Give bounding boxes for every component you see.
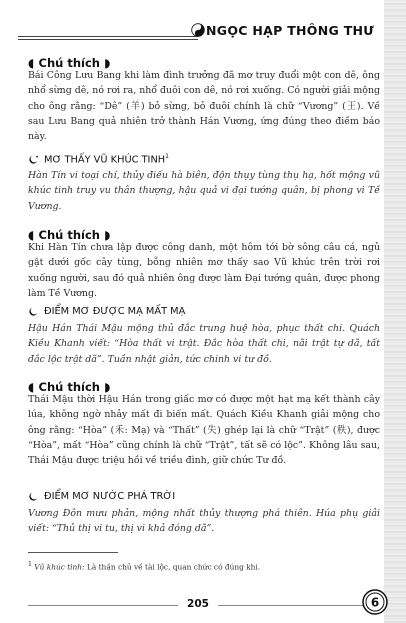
note-body-3 <box>28 392 380 468</box>
note-heading-1: ◖ Chú thích ◗ <box>28 56 111 70</box>
page-edge-texture <box>384 0 406 623</box>
note-heading-2: ◖ Chú thích ◗ <box>28 228 111 242</box>
note-body-1 <box>28 68 380 144</box>
crescent-moon-icon <box>28 492 39 501</box>
header-rule <box>18 36 198 37</box>
note-heading-label: Chú thích <box>38 380 100 394</box>
footnote-term: Vũ khúc tinh: <box>34 562 85 572</box>
page-header <box>0 0 406 46</box>
note-heading-label: Chú thích <box>38 228 100 242</box>
dream-body-2 <box>28 321 380 367</box>
dream-title-text-1: MƠ THẤY VŨ KHÚC TINH <box>44 154 166 166</box>
chapter-badge-number: 6 <box>370 595 380 610</box>
crescent-moon-icon <box>28 155 39 164</box>
dream-body-1 <box>28 168 380 214</box>
footnote-text: Là thần chủ về tài lộc, quan chức có đúng khi. <box>86 562 261 572</box>
footnote <box>28 561 260 571</box>
dream-title-2 <box>28 306 380 317</box>
note-heading-label: Chú thích <box>38 56 100 70</box>
chapter-badge-icon <box>362 589 388 615</box>
dream-text-1: Hàn Tín vi toại chí, thủy điếu hà biên, độn thụy tùng thụ hạ, hốt mộng vũ khúc tinh truy vu thân thượng, hậu quả vi đại tướng quân, bị phong vi Tề Vương. <box>28 170 380 212</box>
dream-text-3: Vương Đôn mưu phản, mộng nhất thủy thượng phá thiên. Húa phụ giải viết: “Thủ thị vi tu, thị vi khả đóng dã”. <box>28 508 380 535</box>
footnote-number: 1 <box>28 561 32 568</box>
dream-title-3 <box>28 491 380 502</box>
crescent-moon-icon <box>28 307 39 316</box>
page-number: 205 <box>178 598 218 612</box>
dream-title-text-2: ĐIỂM MƠ ĐƯỢC MẠ MẤT MẠ <box>44 306 186 317</box>
dream-text-2: Hậu Hán Thái Mậu mộng thủ đắc trung huệ hòa, phục thất chi. Quách Kiều Khanh viết: “Hòa thất vi trật. Đắc hòa thất chi, nãi trật tự dã, tất đắc lộc trật dã”. Tuần nhật giản, tức chinh vi tư đồ. <box>28 323 380 365</box>
note-text-2: Khi Hàn Tín chưa lập được công danh, một hôm tới bờ sông câu cá, ngủ gật dưới gốc cây tùng, bỗng nhiên mơ thấy sao Vũ khúc trên trời rơi xuống người, sau đó quả nhiên ông được làm Đại tướng quân, được phong làm Tề Vương. <box>28 242 380 299</box>
dream-title-1 <box>28 153 380 165</box>
yin-yang-icon <box>191 23 205 37</box>
note-heading-3: ◖ Chú thích ◗ <box>28 380 111 394</box>
note-text-1: Bái Công Lưu Bang khi làm đình trưởng đã mơ truy đuổi một con dê, ông nhổ sừng dê, nó rơi ra, nhổ đuôi con dê, nó rơi xuống. Có người giải mộng cho ông rằng: “Dê” (羊) bỏ sừng, bỏ đuôi chính là chữ “Vương” (王). Về sau Lưu Bang quả nhiên trở thành Hán Vương, ứng đúng theo điềm báo này. <box>28 70 380 143</box>
note-text-3: Thái Mậu thời Hậu Hán trong giấc mơ có được một hạt mạ kết thành cây lúa, không ngờ nhảy mất đi biến mất. Quách Kiều Khanh giải mộng cho ông rằng: “Hòa” (禾: Mạ) và “Thất” (失) ghép lại là chữ “Trật” (秩), được “Hòa”, mất “Hòa” cũng chính là chữ “Trật”, tất sẽ có lộc”. Không lâu sau, Thái Mậu được triệu hồi về triều đình, giữ chức Tư đồ. <box>28 394 380 467</box>
footnote-marker: 1 <box>165 153 169 160</box>
header-rule-double <box>18 39 198 40</box>
dream-body-3 <box>28 506 380 537</box>
dream-title-text-3: ĐIỂM MƠ NƯỚC PHÁ TRỜI <box>44 491 176 502</box>
running-title: NGỌC HẠP THÔNG THƯ <box>206 23 375 38</box>
footnote-rule <box>28 552 118 553</box>
note-body-2 <box>28 240 380 301</box>
